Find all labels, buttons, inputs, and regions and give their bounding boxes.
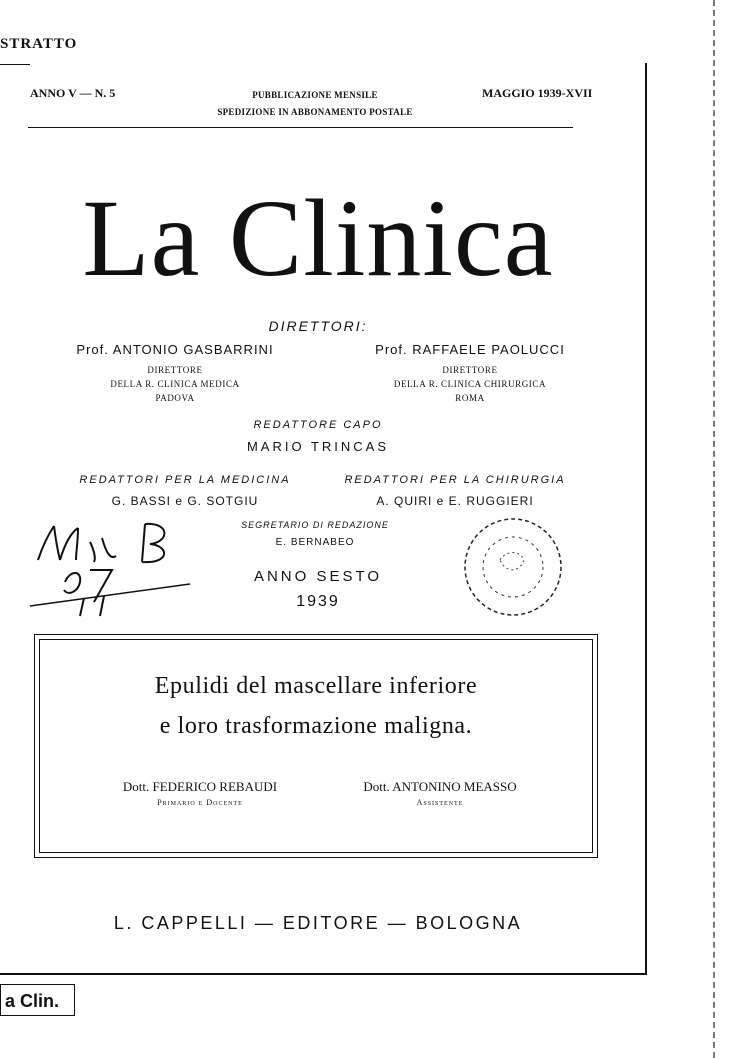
article-box bbox=[34, 634, 598, 858]
editors-surgery: A. QUIRI e E. RUGGIERI bbox=[376, 494, 534, 508]
author-2-role: Assistente bbox=[416, 798, 464, 807]
director-1-affiliation: DELLA R. CLINICA MEDICA bbox=[110, 379, 240, 389]
director-1 bbox=[40, 342, 310, 405]
director-1-city: PADOVA bbox=[155, 393, 195, 403]
director-2-role: DIRETTORE bbox=[442, 365, 498, 375]
frame-top-rule bbox=[0, 64, 30, 65]
author-1-role: Primario e Docente bbox=[157, 798, 243, 807]
handwritten-annotation-icon bbox=[20, 512, 220, 622]
library-seal-icon bbox=[458, 512, 568, 622]
editors-surgery-label: REDATTORI PER LA CHIRURGIA bbox=[344, 474, 566, 486]
director-2-name: Prof. RAFFAELE PAOLUCCI bbox=[375, 342, 565, 357]
chief-editor-name: MARIO TRINCAS bbox=[246, 439, 390, 454]
secretary-name: E. BERNABEO bbox=[275, 537, 355, 548]
postal-shipping: SPEDIZIONE IN ABBONAMENTO POSTALE bbox=[217, 107, 413, 117]
stamp-estratto: STRATTO bbox=[0, 36, 78, 52]
chief-editor-label: REDATTORE CAPO bbox=[253, 419, 383, 431]
article-inner-frame bbox=[39, 639, 593, 853]
author-2 bbox=[320, 779, 560, 807]
year-label: ANNO SESTO bbox=[253, 568, 383, 585]
header-rule bbox=[28, 127, 573, 128]
editors-medicine-label: REDATTORI PER LA MEDICINA bbox=[79, 474, 291, 486]
director-2-city: ROMA bbox=[455, 393, 485, 403]
shelf-label: a Clin. bbox=[0, 984, 75, 1016]
year-value: 1939 bbox=[296, 593, 340, 610]
author-2-name: Dott. ANTONINO MEASSO bbox=[363, 779, 517, 794]
author-1 bbox=[75, 779, 325, 807]
article-title-line-1: Epulidi del mascellare inferiore bbox=[154, 673, 478, 699]
issue-number: ANNO V — N. 5 bbox=[30, 86, 116, 100]
secretary-label: SEGRETARIO DI REDAZIONE bbox=[241, 520, 389, 530]
directors-label: DIRETTORI: bbox=[268, 318, 368, 334]
author-1-name: Dott. FEDERICO REBAUDI bbox=[122, 779, 278, 794]
publisher-footer: L. CAPPELLI — EDITORE — BOLOGNA bbox=[113, 913, 523, 933]
director-1-name: Prof. ANTONIO GASBARRINI bbox=[76, 342, 274, 357]
editors-medicine: G. BASSI e G. SOTGIU bbox=[111, 494, 259, 508]
journal-title: La Clinica bbox=[82, 177, 554, 299]
publication-info bbox=[195, 87, 435, 121]
article-title-line-2: e loro trasformazione maligna. bbox=[159, 713, 473, 739]
director-2 bbox=[340, 342, 600, 405]
director-2-affiliation: DELLA R. CLINICA CHIRURGICA bbox=[393, 379, 547, 389]
page-edge-dashes bbox=[713, 0, 723, 1058]
publication-frequency: PUBBLICAZIONE MENSILE bbox=[252, 90, 378, 100]
director-1-role: DIRETTORE bbox=[147, 365, 203, 375]
issue-date: MAGGIO 1939-XVII bbox=[482, 86, 593, 100]
